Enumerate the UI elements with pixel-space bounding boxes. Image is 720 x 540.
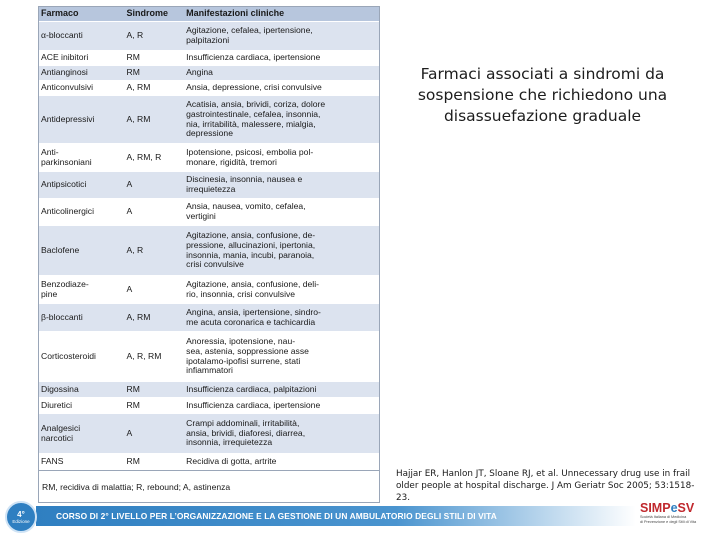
syndrome-cell: A (126, 283, 133, 294)
drug-cell: Digossina (41, 383, 79, 394)
table-row (39, 276, 379, 304)
symptoms-cell: Insufficienza cardiaca, ipertensione (186, 399, 321, 410)
slide-title: Farmaci associati a sindromi da sospensione che richiedono una disassuefazione graduale (417, 65, 668, 125)
table-footnote: RM, recidiva di malattia; R, rebound; A, astinenza (39, 470, 379, 502)
edition-number: 4° (17, 510, 25, 519)
symptoms-cell: Ipotensione, psicosi, embolia pol- monare, rigidità, tremori (186, 146, 314, 167)
symptoms-cell: Anoressia, ipotensione, nau- sea, astenia, soppressione asse ipotalamo-ipofisi surrene, stati infiammatori (186, 336, 309, 376)
symptoms-cell: Crampi addominali, irritabilità, ansia, brividi, diaforesi, diarrea, insonnia, irrequietezza (186, 418, 306, 448)
footer-bar (0, 498, 720, 540)
drug-cell: Corticosteroidi (41, 350, 96, 361)
symptoms-cell: Angina (186, 67, 213, 78)
table-row (39, 398, 379, 414)
drug-cell: Antidepressivi (41, 113, 95, 124)
symptoms-cell: Agitazione, ansia, confusione, deli- rio, insonnia, crisi convulsive (186, 278, 319, 299)
table-header-row (39, 7, 379, 22)
syndrome-cell: RM (126, 455, 140, 466)
syndrome-cell: A (126, 179, 133, 190)
table-row (39, 172, 379, 199)
drug-cell: Benzodiaze- pine (41, 278, 89, 299)
edition-label: Edizione (12, 519, 30, 524)
syndrome-cell: A, RM, R (126, 151, 162, 162)
table-row (39, 51, 379, 66)
header-syndrome: Sindrome (126, 8, 169, 19)
table-row (39, 144, 379, 172)
bibliographic-reference: Hajjar ER, Hanlon JT, Sloane RJ, et al. Unnecessary drug use in frail older people at hospital discharge. J Am Geriatr Soc 2005; 53:1518-23. (396, 469, 695, 503)
table-row (39, 454, 379, 470)
table-row (39, 226, 379, 276)
table-row (39, 199, 379, 226)
symptoms-cell: Discinesia, insonnia, nausea e irrequietezza (186, 174, 303, 194)
syndrome-cell: RM (126, 67, 140, 78)
syndrome-cell: A, R, RM (126, 350, 162, 361)
drug-cell: Baclofene (41, 244, 80, 255)
withdrawal-drug-table (38, 6, 380, 503)
syndrome-cell: A, RM (126, 82, 151, 93)
header-drug: Farmaco (41, 8, 79, 19)
logo-wordmark: SIMPeSV (640, 501, 695, 515)
symptoms-cell: Insufficienza cardiaca, palpitazioni (186, 383, 317, 394)
drug-cell: β-bloccanti (41, 311, 83, 322)
simpesv-logo (640, 501, 718, 535)
table-row (39, 304, 379, 332)
drug-cell: Anticolinergici (41, 206, 95, 217)
drug-cell: Anticonvulsivi (41, 82, 94, 93)
symptoms-cell: Insufficienza cardiaca, ipertensione (186, 52, 321, 63)
drug-cell: α-bloccanti (41, 30, 83, 41)
drug-cell: Analgesici narcotici (41, 422, 81, 443)
syndrome-cell: A, RM (126, 113, 151, 124)
drug-cell: ACE inibitori (41, 52, 89, 63)
logo-subtitle: Società Italiana di Medicina di Prevenzione e degli Stili di Vita (640, 515, 697, 524)
table-body (39, 22, 379, 470)
drug-cell: Antianginosi (41, 67, 88, 78)
table-row (39, 414, 379, 454)
drug-cell: Anti- parkinsoniani (41, 146, 92, 167)
drug-cell: Antipsicotici (41, 179, 87, 190)
table-row (39, 96, 379, 144)
syndrome-cell: A, R (126, 244, 144, 255)
syndrome-cell: A, R (126, 30, 144, 41)
syndrome-cell: A (126, 427, 133, 438)
table-row (39, 66, 379, 81)
symptoms-cell: Recidiva di gotta, artrite (186, 455, 277, 466)
symptoms-cell: Agitazione, ansia, confusione, de- pressione, allucinazioni, ipertonia, insonnia, mania, incubi, paranoia, crisi convulsive (186, 230, 316, 270)
table-row (39, 332, 379, 382)
table-row (39, 81, 379, 96)
edition-badge-icon (5, 501, 37, 533)
course-banner (36, 506, 636, 526)
syndrome-cell: RM (126, 52, 140, 63)
symptoms-cell: Angina, ansia, ipertensione, sindro- me acuta coronarica e tachicardia (186, 306, 321, 327)
drug-cell: FANS (41, 455, 64, 466)
syndrome-cell: A, RM (126, 311, 151, 322)
table-row (39, 382, 379, 398)
symptoms-cell: Ansia, nausea, vomito, cefalea, vertigini (186, 201, 306, 221)
syndrome-cell: A (126, 206, 133, 217)
header-symptoms: Manifestazioni cliniche (186, 8, 285, 19)
course-title: CORSO DI 2° LIVELLO PER L’ORGANIZZAZIONE E LA GESTIONE DI UN AMBULATORIO DEGLI STILI DI VITA (56, 511, 497, 521)
syndrome-cell: RM (126, 399, 140, 410)
table-row (39, 22, 379, 51)
drug-cell: Diuretici (41, 399, 73, 410)
symptoms-cell: Ansia, depressione, crisi convulsive (186, 82, 322, 93)
symptoms-cell: Agitazione, cefalea, ipertensione, palpitazioni (186, 25, 313, 45)
syndrome-cell: RM (126, 383, 140, 394)
symptoms-cell: Acatisia, ansia, brividi, coriza, dolore gastrointestinale, cefalea, insonnia, nia, irritabilità, malessere, mialgia, depressione (186, 99, 326, 139)
